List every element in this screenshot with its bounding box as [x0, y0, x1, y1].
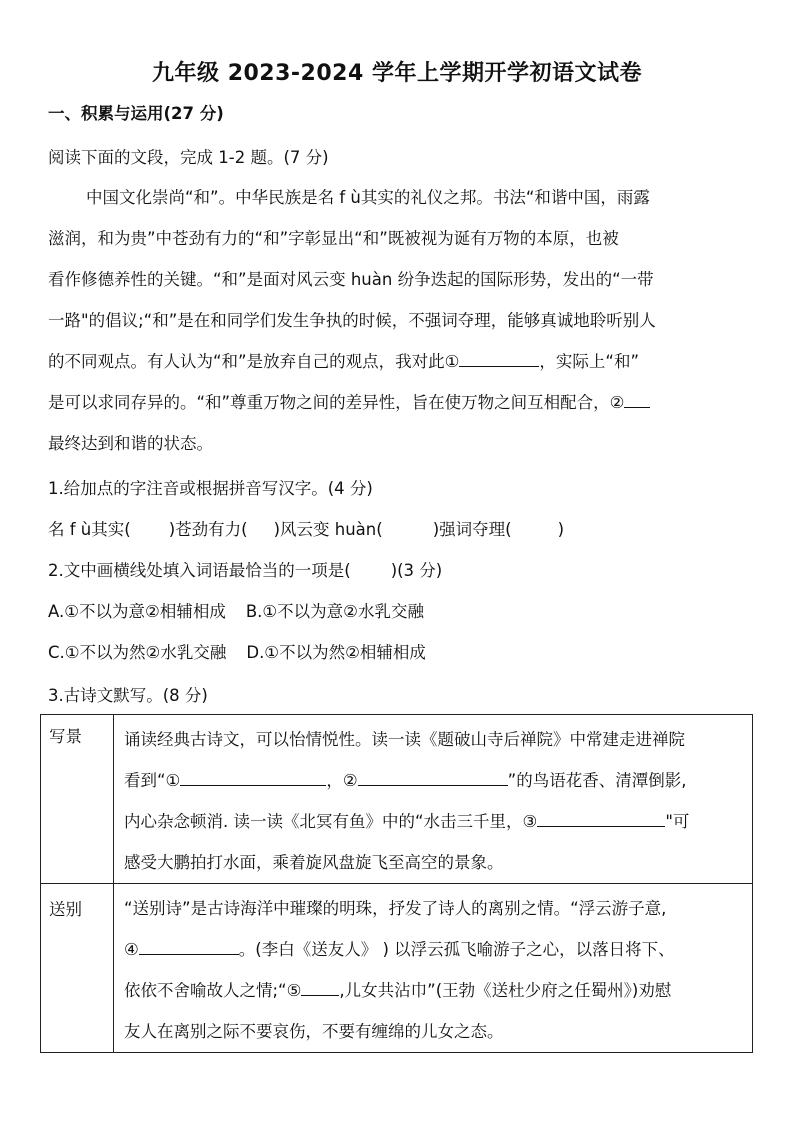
- passage-line-6: 是可以求同存异的。“和”尊重万物之间的差异性，旨在使万物之间互相配合，②: [48, 389, 650, 413]
- blank-2[interactable]: [624, 393, 650, 408]
- row-body-scenery: 诵读经典古诗文，可以怡情悦性。读一读《题破山寺后禅院》中常建走进禅院 看到“① ，② ”的鸟语花香、清潭倒影, 内心杂念顿消. 读一读《北冥有鱼》中的“水击三千里，③ "可 感受大鹏拍打水面，乘着旋风盘旋飞至高空的景象。: [114, 715, 753, 884]
- q1-stem: 1.给加点的字注音或根据拼音写汉字。(4 分): [48, 479, 373, 498]
- q2-options-row-1: [48, 598, 424, 622]
- page-title: 九年级 2023-2024 学年上学期开学初语文试卷: [152, 61, 642, 86]
- passage-line-3: 看作修德养性的关键。“和”是面对风云变 huàn 纷争迭起的国际形势，发出的“一带: [48, 270, 654, 289]
- passage-line-1: 中国文化崇尚“和”。中华民族是名 f ù其实的礼仪之邦。书法“和谐中国，雨露: [86, 188, 650, 207]
- q1-items: 名 f ù其实( )苍劲有力( )风云变 huàn( )强词夺理( ): [48, 520, 564, 539]
- q3-table: [40, 714, 753, 1053]
- blank-3-5[interactable]: [301, 981, 339, 996]
- passage-line-7: 最终达到和谐的状态。: [48, 434, 213, 453]
- table-row: [41, 715, 753, 884]
- option-c[interactable]: C.①不以为然②水乳交融: [48, 643, 227, 662]
- blank-3-2[interactable]: [358, 771, 508, 786]
- table-row: [41, 884, 753, 1053]
- passage-instruction: 阅读下面的文段，完成 1-2 题。(7 分): [48, 148, 329, 167]
- row-body-farewell: “送别诗”是古诗海洋中璀璨的明珠，抒发了诗人的离别之情。“浮云游子意, ④ 。(李白《送友人》 ) 以浮云孤飞喻游子之心，以落日将下、 依依不舍喻故人之情;“⑤ ,儿女共沾巾”(王勃《送杜少府之任蜀州》)劝慰 友人在离别之际不要哀伤，不要有缠绵的儿女之态。: [114, 884, 753, 1053]
- option-b[interactable]: B.①不以为意②水乳交融: [245, 602, 424, 621]
- option-d[interactable]: D.①不以为然②相辅相成: [246, 643, 426, 662]
- blank-3-3[interactable]: [537, 812, 665, 827]
- passage-line-2: 滋润，和为贵”中苍劲有力的“和”字彰显出“和”既被视为诞有万物的本原，也被: [48, 229, 619, 248]
- row-label-farewell: 送别: [41, 884, 114, 1053]
- passage-line-5: 的不同观点。有人认为“和”是放弃自己的观点，我对此① ，实际上“和”: [48, 352, 639, 371]
- q2-options-row-2: [48, 639, 426, 663]
- row-label-scenery: 写景: [41, 715, 114, 884]
- blank-3-1[interactable]: [180, 771, 326, 786]
- section-heading: 一、积累与运用(27 分): [48, 104, 224, 123]
- blank-1[interactable]: [459, 352, 539, 367]
- option-a[interactable]: A.①不以为意②相辅相成: [48, 602, 226, 621]
- blank-3-4[interactable]: [139, 940, 239, 955]
- passage-line-4: 一路"的倡议;“和”是在和同学们发生争执的时候，不强词夺理，能够真诚地聆听别人: [48, 311, 656, 330]
- q2-stem: 2.文中画横线处填入词语最恰当的一项是( )(3 分): [48, 561, 443, 580]
- q3-stem: 3.古诗文默写。(8 分): [48, 686, 208, 705]
